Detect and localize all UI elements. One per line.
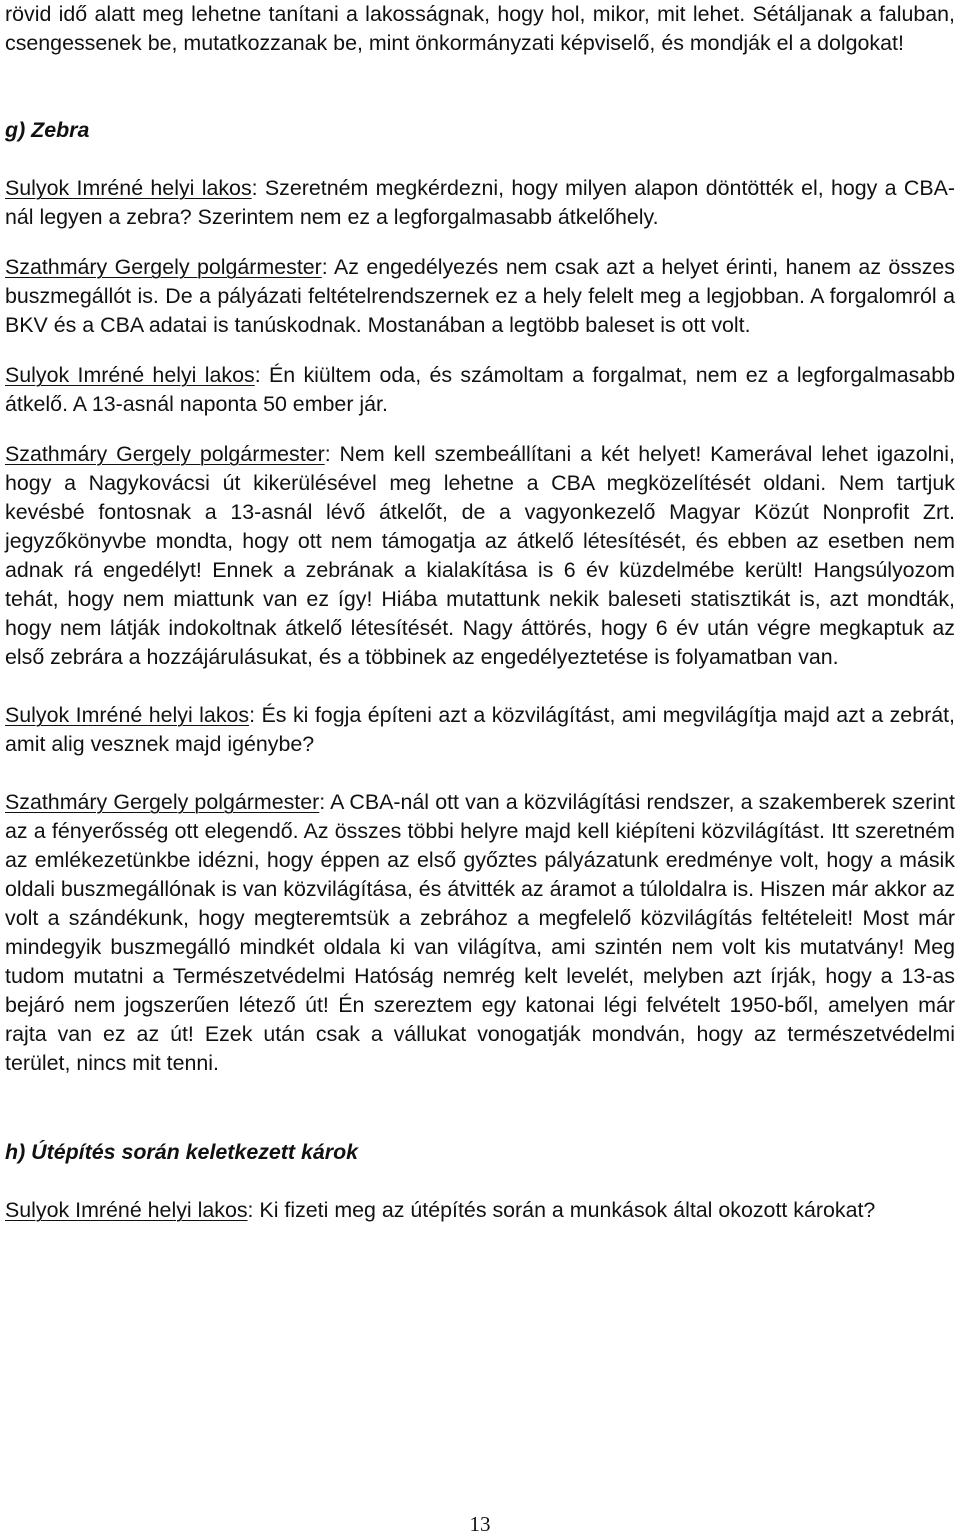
document-page [5,0,955,1225]
paragraph-text: : Én kiültem oda, és számoltam a forgalmat, nem ez a legforgalmasabb átkelő. A 13-asnál naponta 50 ember jár. [5,363,955,416]
paragraph-text: : A CBA-nál ott van a közvilágítási rendszer, a szakemberek szerint az a fényerősség ott elegendő. Az összes többi helyre majd kell kiépíteni közvilágítást. Itt szeretném az emlékezetünkbe idézni, hogy éppen az első győztes pályázatunk eredménye volt, hogy a másik oldali buszmegállónak is van közvilágítása, és átvitték az áramot a túloldalra is. Hiszen már akkor az volt a szándékunk, hogy megteremtsük a zebrához a megfelelő közvilágítás feltételeit! Most már mindegyik buszmegálló mindkét oldala ki van világítva, ami szintén nem volt kis mutatvány! Meg tudom mutatni a Természetvédelmi Hatóság nemrég kelt levelét, melyben azt írják, hogy a 13-as bejáró nem jogszerűen létező út! Én szereztem egy katonai légi felvételt 1950-ből, amelyen már rajta van ez az út! Ezek után csak a vállukat vonogatják mondván, hogy az természetvédelmi terület, nincs mit tenni. [5,790,955,1075]
zebra-paragraph-2 [5,253,955,340]
paragraph-text: : Nem kell szembeállítani a két helyet! Kamerával lehet igazolni, hogy a Nagykovácsi út kikerülésével meg lehetne a CBA megközelítését oldani. Nem tartjuk kevésbé fontosnak a 13-asnál lévő átkelőt, de a vagyonkezelő Magyar Közút Nonprofit Zrt. jegyzőkönyvbe mondta, hogy ott nem támogatja az átkelő létesítését, és ebben az esetben nem adnak rá engedélyt! Ennek a zebrának a kialakítása is 6 év küzdelmébe került! Hangsúlyozom tehát, hogy nem miattunk van ez így! Hiába mutattunk nekik baleseti statisztikát is, azt mondták, hogy nem látják indokoltnak átkelő létesítését. Nagy áttörés, hogy 6 év után végre megkaptuk az első zebrára a hozzájárulásukat, és a többinek az engedélyeztetése is folyamatban van. [5,442,955,669]
intro-paragraph: rövid idő alatt meg lehetne tanítani a lakosságnak, hogy hol, mikor, mit lehet. Sétáljanak a faluban, csengessenek be, mutatkozzanak be, mint önkormányzati képviselő, és mondják el a dolgokat! [5,2,955,55]
section-heading-zebra: g) Zebra [5,118,90,142]
zebra-paragraph-1 [5,174,955,232]
paragraph-text: : Ki fizeti meg az útépítés során a munkások által okozott károkat? [247,1198,876,1222]
speaker-name: Szathmáry Gergely polgármester [5,255,322,279]
speaker-name: Sulyok Imréné helyi lakos [5,176,252,200]
speaker-name: Szathmáry Gergely polgármester [5,442,325,466]
section-heading-road-damage: h) Útépítés során keletkezett károk [5,1140,359,1164]
paragraph-text: : És ki fogja építeni azt a közvilágítást, ami megvilágítja majd azt a zebrát, amit alig vesznek majd igénybe? [5,703,955,756]
speaker-name: Szathmáry Gergely polgármester [5,790,320,814]
speaker-name: Sulyok Imréné helyi lakos [5,1198,248,1222]
road-damage-paragraph-1 [5,1196,955,1225]
zebra-paragraph-6 [5,788,955,1078]
speaker-name: Sulyok Imréné helyi lakos [5,363,255,387]
zebra-paragraph-4 [5,440,955,672]
page-number: 13 [469,1512,491,1536]
zebra-paragraph-5 [5,701,955,759]
paragraph-text: : Az engedélyezés nem csak azt a helyet érinti, hanem az összes buszmegállót is. De a pályázati feltételrendszernek ez a hely felelt meg a legjobban. A forgalomról a BKV és a CBA adatai is tanúskodnak. Mostanában a legtöbb baleset is ott volt. [5,255,956,337]
paragraph-text: : Szeretném megkérdezni, hogy milyen alapon döntötték el, hogy a CBA-nál legyen a zebra? Szerintem nem ez a legforgalmasabb átkelőhely. [5,176,955,229]
zebra-paragraph-3 [5,361,955,419]
speaker-name: Sulyok Imréné helyi lakos [5,703,250,727]
